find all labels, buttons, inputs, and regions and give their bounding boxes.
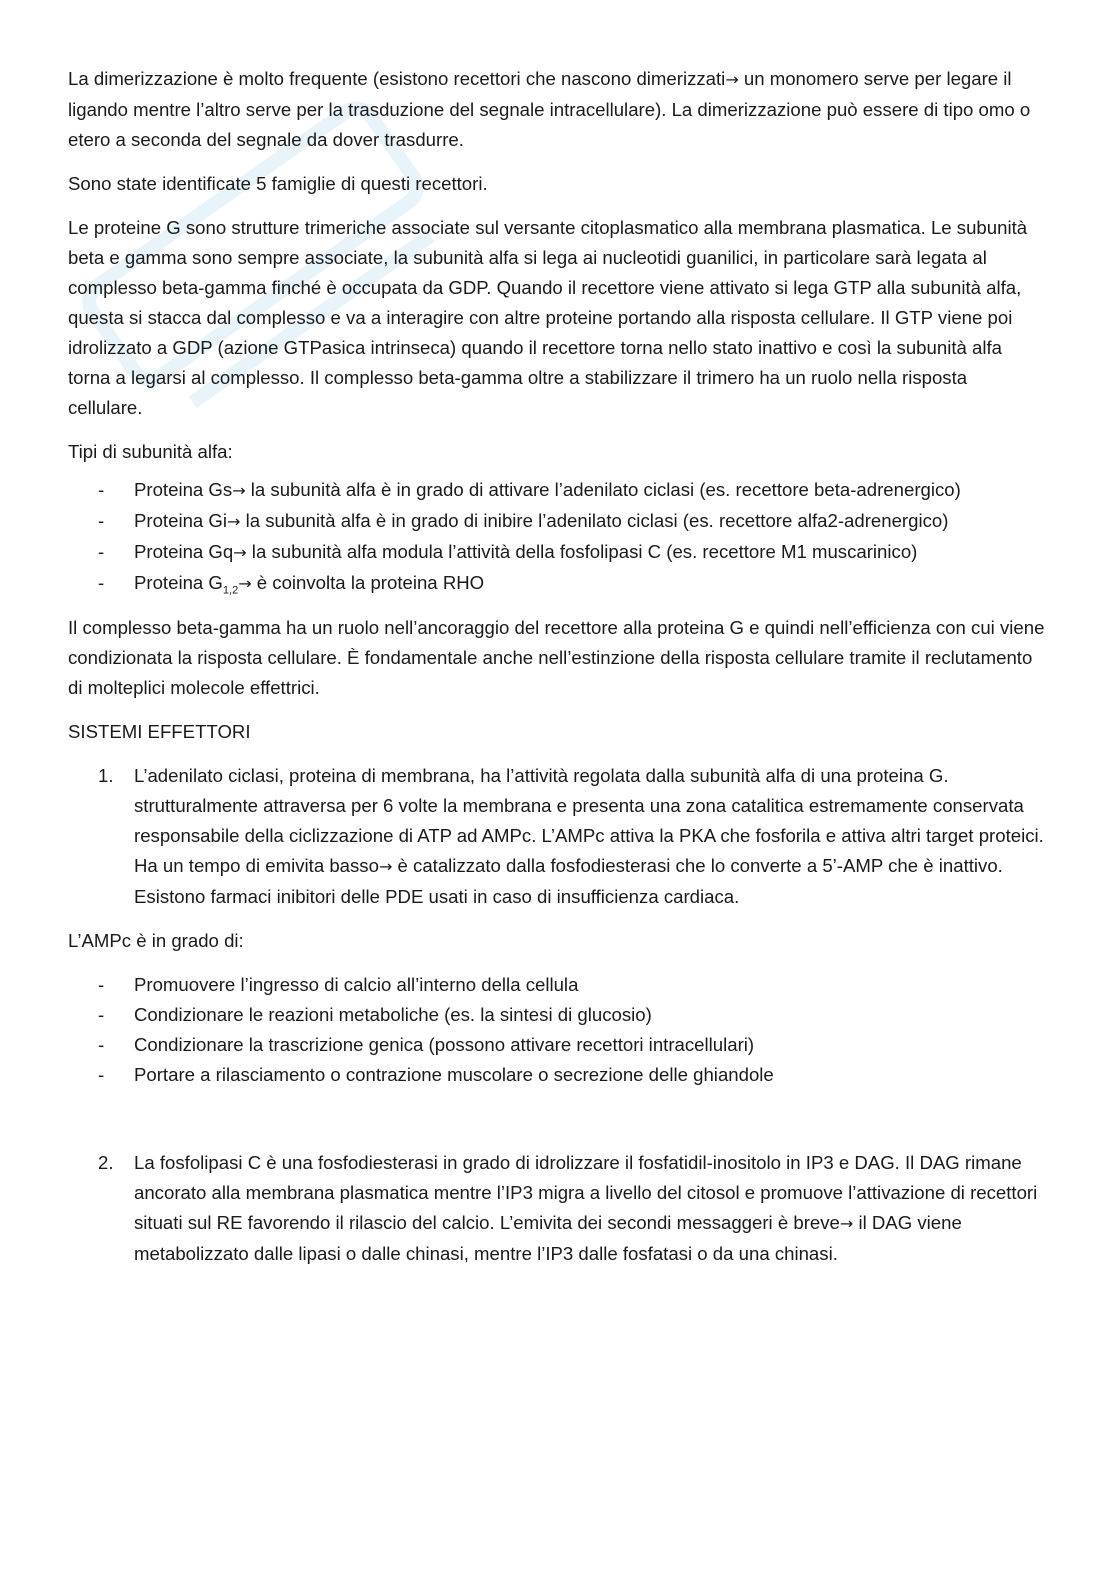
list-item: 2. La fosfolipasi C è una fosfodiesterasi in grado di idrolizzare il fosfatidil-inositolo in IP3 e DAG. Il DAG rimane ancorato alla membrana plasmatica mentre l’IP3 migra a livello del citosol e promuove l’attivazione di recettori situati sul RE favorendo il rilascio del calcio. L’emivita dei secondi messaggeri è breve→ il DAG viene metabolizzato dalle lipasi o dalle chinasi, mentre l’IP3 dalle fosfatasi o da una chinasi. bbox=[98, 1152, 1038, 1264]
list-item: - Proteina Gq→ la subunità alfa modula l’attività della fosfolipasi C (es. recettore M1 muscarinico) bbox=[98, 541, 918, 562]
list-item: - Condizionare le reazioni metaboliche (es. la sintesi di glucosio) bbox=[98, 1004, 652, 1025]
arrow-icon: → bbox=[725, 70, 739, 89]
alpha-types-list bbox=[68, 475, 1046, 599]
paragraph-families: Sono state identificate 5 famiglie di questi recettori. bbox=[68, 173, 488, 194]
ampc-effects-list bbox=[68, 970, 1046, 1090]
list-item: - Promuovere l’ingresso di calcio all’interno della cellula bbox=[98, 974, 579, 995]
list-item: - Condizionare la trascrizione genica (possono attivare recettori intracellulari) bbox=[98, 1034, 755, 1055]
paragraph-beta-gamma: Il complesso beta-gamma ha un ruolo nell’ancoraggio del recettore alla proteina G e quindi nell’efficienza con cui viene condizionata la risposta cellulare. È fondamentale anche nell’estinzione della risposta cellulare tramite il reclutamento di molteplici molecole effettrici. bbox=[68, 617, 1045, 698]
list-item: - Proteina Gi→ la subunità alfa è in grado di inibire l’adenilato ciclasi (es. recettore alfa2-adrenergico) bbox=[98, 510, 949, 531]
list-item: 1. L’adenilato ciclasi, proteina di membrana, ha l’attività regolata dalla subunità alfa di una proteina G. strutturalmente attraversa per 6 volte la membrana e presenta una zona catalitica estremamente conservata responsabile della ciclizzazione di ATP ad AMPc. L’AMPc attiva la PKA che fosforila e attiva altri target proteici. Ha un tempo di emivita basso→ è catalizzato dalla fosfodiesterasi che lo converte a 5’-AMP che è inattivo. Esistono farmaci inibitori delle PDE usati in caso di insufficienza cardiaca. bbox=[98, 765, 1044, 907]
paragraph-dimerization: La dimerizzazione è molto frequente (esistono recettori che nascono dimerizzati→ un monomero serve per legare il ligando mentre l’altro serve per la trasduzione del segnale intracellulare). La dimerizzazione può essere di tipo omo o etero a seconda del segnale da dover trasdurre. bbox=[68, 68, 1031, 150]
section-heading: SISTEMI EFFETTORI bbox=[68, 721, 251, 742]
arrow-icon: → bbox=[378, 857, 393, 876]
arrow-icon: → bbox=[227, 512, 241, 531]
paragraph-alpha-types-title: Tipi di subunità alfa: bbox=[68, 441, 233, 462]
document-page bbox=[68, 64, 1046, 1283]
list-item: - Portare a rilasciamento o contrazione muscolare o secrezione delle ghiandole bbox=[98, 1064, 774, 1085]
paragraph-ampc-title: L’AMPc è in grado di: bbox=[68, 930, 244, 951]
list-item: - Proteina Gs→ la subunità alfa è in grado di attivare l’adenilato ciclasi (es. recettore beta-adrenergico) bbox=[98, 479, 961, 500]
arrow-icon: → bbox=[238, 574, 252, 593]
list-item: - Proteina $G_{1,2}\to$ è coinvolta la proteina RHO bbox=[98, 572, 485, 597]
arrow-icon: → bbox=[839, 1214, 854, 1233]
effectors-list-2 bbox=[68, 1148, 1046, 1269]
paragraph-g-proteins: Le proteine G sono strutture trimeriche associate sul versante citoplasmatico alla membrana plasmatica. Le subunità beta e gamma sono sempre associate, la subunità alfa si lega ai nucleotidi guanilici, in particolare sarà legata al complesso beta-gamma finché è occupata da GDP. Quando il recettore viene attivato si lega GTP alla subunità alfa, questa si stacca dal complesso e va a interagire con altre proteine portando alla risposta cellulare. Il GTP viene poi idrolizzato a GDP (azione GTPasica intrinseca) quando il recettore torna nello stato inattivo e così la subunità alfa torna a legarsi al complesso. Il complesso beta-gamma oltre a stabilizzare il trimero ha un ruolo nella risposta cellulare. bbox=[68, 217, 1028, 418]
arrow-icon: → bbox=[233, 543, 247, 562]
effectors-list-1 bbox=[68, 761, 1046, 912]
arrow-icon: → bbox=[232, 481, 246, 500]
